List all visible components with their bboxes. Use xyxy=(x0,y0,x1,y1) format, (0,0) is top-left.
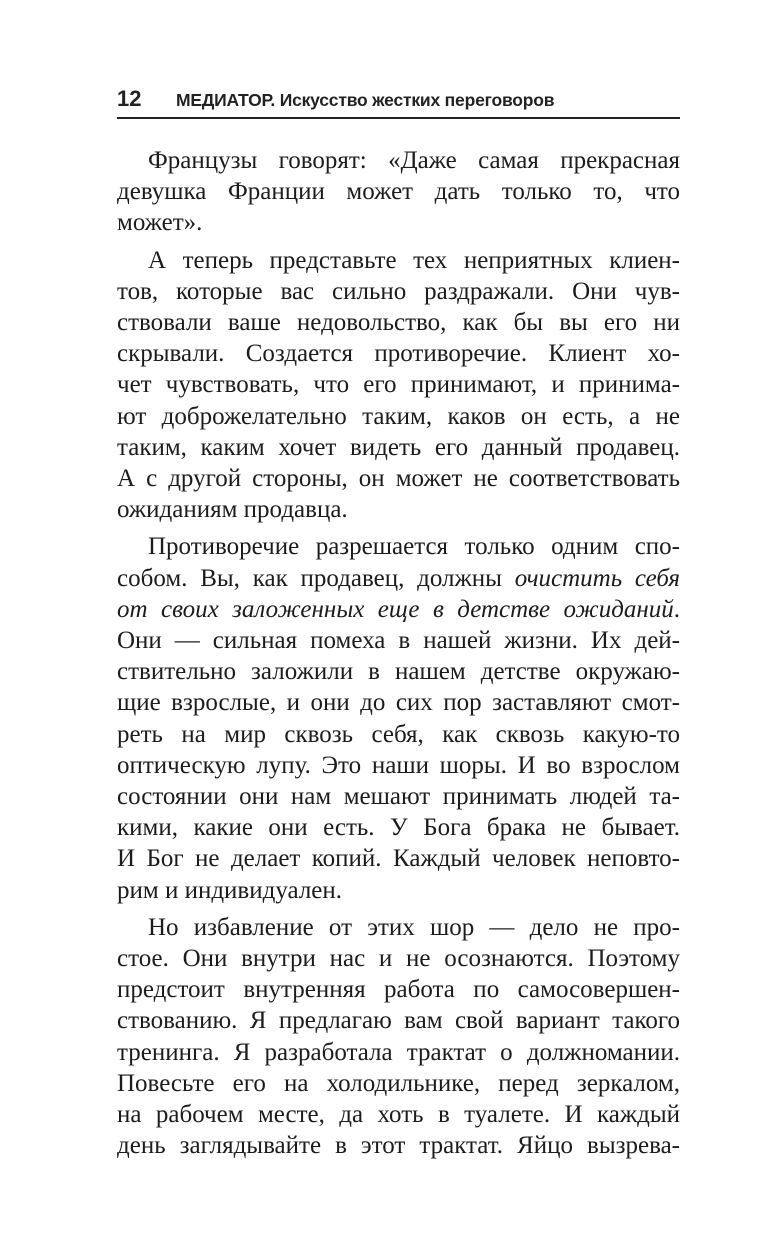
text-segment: собом. Вы, как продавец, должны xyxy=(117,564,515,592)
text-line: тренинга. Я разработала трактат о должномании. xyxy=(117,1038,680,1066)
text-line: таким, каким хочет видеть его данный продавец. xyxy=(117,433,680,461)
text-line: Противоречие разрешается только одним спо- xyxy=(148,533,680,561)
italic-segment: от своих заложенных еще в детстве ожиданий xyxy=(117,595,674,623)
text-line: Французы говорят: «Даже самая прекрасная xyxy=(148,147,680,174)
body-text xyxy=(117,145,680,1168)
text-line: на рабочем месте, да хоть в туалете. И каждый xyxy=(117,1101,680,1129)
running-header xyxy=(117,86,680,116)
text-line xyxy=(117,594,680,625)
text-line: ствованию. Я предлагаю вам свой вариант такого xyxy=(117,1007,680,1035)
text-line: Но избавление от этих шор — дело не про- xyxy=(148,913,680,941)
text-line: А с другой стороны, он может не соответствовать xyxy=(117,465,680,493)
text-line: день заглядывайте в этот трактат. Яйцо вызрева- xyxy=(117,1132,680,1160)
text-line: ствовали ваше недовольство, как бы вы его ни xyxy=(117,309,680,337)
text-line: кими, какие они есть. У Бога брака не бывает. xyxy=(117,814,680,842)
page-number: 12 xyxy=(117,86,142,111)
text-line: оптическую лупу. Это наши шоры. И во взрослом xyxy=(117,751,680,779)
paragraph xyxy=(117,245,680,526)
text-line: может». xyxy=(117,209,203,237)
text-line: скрывали. Создается противоречие. Клиент хо- xyxy=(117,340,680,368)
text-line: состоянии они нам мешают принимать людей та- xyxy=(117,783,680,811)
text-line: тов, которые вас сильно раздражали. Они чув- xyxy=(117,277,680,305)
running-title: МЕДИАТОР. Искусство жестких переговоров xyxy=(176,90,555,110)
text-line: ют доброжелательно таким, каков он есть, а не xyxy=(117,402,680,430)
header-rule xyxy=(117,117,680,119)
text-line: девушка Франции может дать только то, что xyxy=(117,178,680,206)
text-line: Повесьте его на холодильнике, перед зеркалом, xyxy=(117,1069,680,1097)
text-line: рим и индивидуален. xyxy=(117,876,343,904)
text-line: И Бог не делает копий. Каждый человек неповто- xyxy=(117,845,680,873)
text-line: предстоит внутренняя работа по самосовершен- xyxy=(117,976,680,1004)
paragraph xyxy=(117,912,680,1162)
text-line: щие взрослые, и они до сих пор заставляют смот- xyxy=(117,689,680,717)
text-segment: . xyxy=(673,595,680,623)
paragraph xyxy=(117,145,680,239)
text-line: Они — сильная помеха в нашей жизни. Их дей- xyxy=(117,627,680,655)
text-line: ожиданиям продавца. xyxy=(117,496,348,524)
text-line xyxy=(117,563,680,594)
text-line: стое. Они внутри нас и не осознаются. Поэтому xyxy=(117,945,680,973)
text-line: чет чувствовать, что его принимают, и принима- xyxy=(117,371,680,399)
italic-segment: очистить себя xyxy=(514,564,680,592)
text-line: ствительно заложили в нашем детстве окружаю- xyxy=(117,658,680,686)
text-line: реть на мир сквозь себя, как сквозь какую-то xyxy=(117,720,680,748)
text-line: А теперь представьте тех неприятных клиен- xyxy=(148,246,680,274)
paragraph xyxy=(117,531,680,905)
